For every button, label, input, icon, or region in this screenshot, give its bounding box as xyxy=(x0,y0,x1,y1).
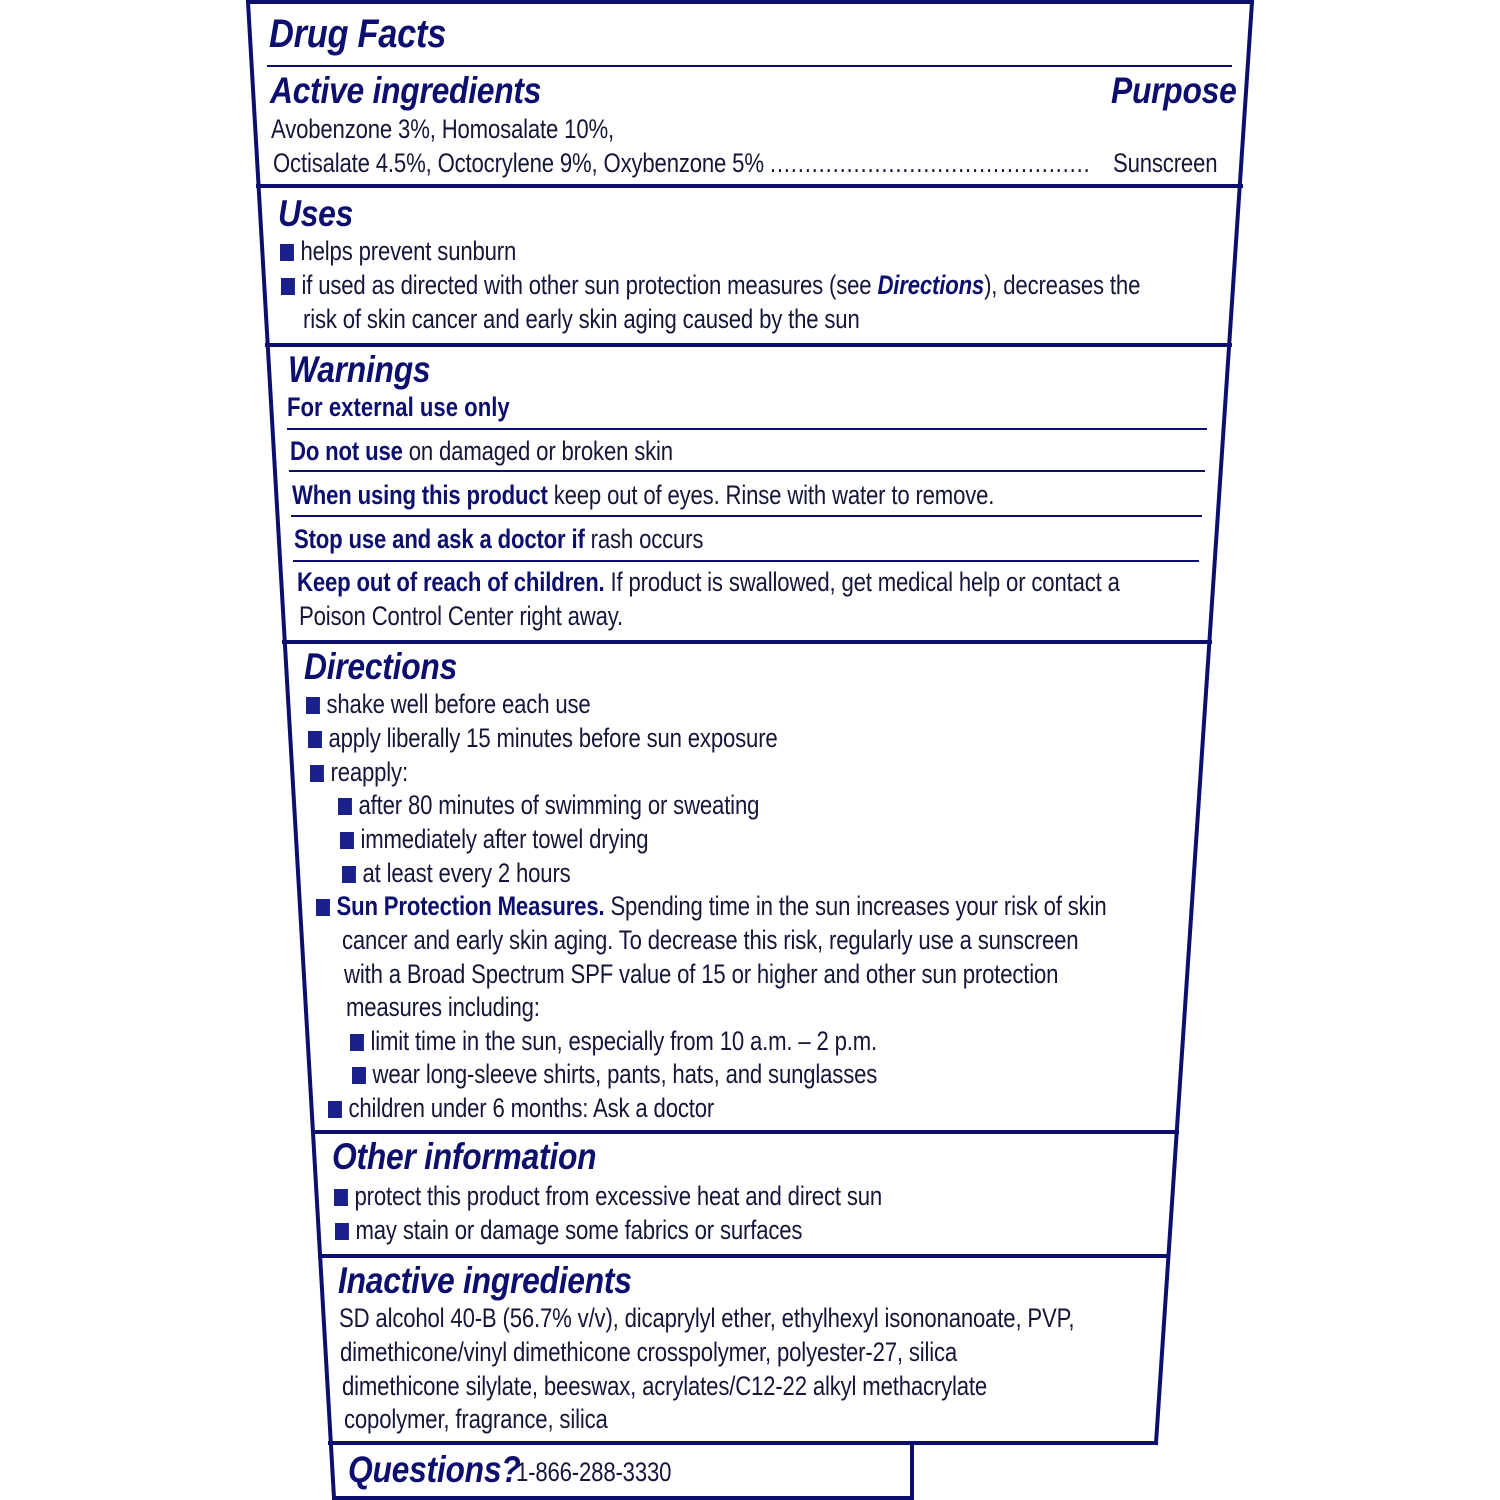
external-use-only: For external use only xyxy=(287,392,510,422)
directions-subitem: immediately after towel drying xyxy=(340,824,648,855)
uses-item: if used as directed with other sun protection measures (see Directions), decreases the xyxy=(281,270,1140,301)
other-information-heading: Other information xyxy=(332,1136,597,1177)
purpose-heading: Purpose xyxy=(1111,70,1237,111)
bullet-square-icon xyxy=(340,832,354,849)
drug-facts-title: Drug Facts xyxy=(269,12,447,56)
inactive-ingredients-line: copolymer, fragrance, silica xyxy=(344,1404,608,1434)
spm-subitem: limit time in the sun, especially from 10 a.m. – 2 p.m. xyxy=(350,1026,877,1057)
bullet-square-icon xyxy=(306,697,320,714)
bullet-square-icon xyxy=(350,1034,364,1051)
directions-item: apply liberally 15 minutes before sun exposure xyxy=(308,723,778,754)
bullet-square-icon xyxy=(342,866,356,883)
spm-line: cancer and early skin aging. To decrease this risk, regularly use a sunscreen xyxy=(342,925,1079,955)
bullet-square-icon xyxy=(316,899,330,916)
directions-subitem: after 80 minutes of swimming or sweating xyxy=(338,790,759,821)
warning-keep-out-continuation: Poison Control Center right away. xyxy=(299,601,623,631)
directions-item: children under 6 months: Ask a doctor xyxy=(328,1093,714,1124)
inactive-ingredients-line: dimethicone silylate, beeswax, acrylates/C12-22 alkyl methacrylate xyxy=(342,1371,988,1401)
warning-keep-out: Keep out of reach of children. If product is swallowed, get medical help or contact a xyxy=(297,567,1120,597)
bullet-square-icon xyxy=(334,1189,348,1206)
warnings-heading: Warnings xyxy=(288,349,431,390)
warning-stop-use: Stop use and ask a doctor if rash occurs xyxy=(294,524,704,554)
inactive-ingredients-heading: Inactive ingredients xyxy=(338,1260,632,1301)
directions-item: reapply: xyxy=(310,757,408,788)
inactive-ingredients-line: dimethicone/vinyl dimethicone crosspolymer, polyester-27, silica xyxy=(340,1337,958,1367)
other-information-item: may stain or damage some fabrics or surfaces xyxy=(335,1215,802,1246)
questions-phone[interactable]: 1-866-288-3330 xyxy=(516,1457,672,1487)
uses-item-continuation: risk of skin cancer and early skin aging caused by the sun xyxy=(303,304,860,334)
spm-line: with a Broad Spectrum SPF value of 15 or higher and other sun protection xyxy=(344,959,1059,989)
other-information-item: protect this product from excessive heat and direct sun xyxy=(334,1181,882,1212)
directions-subitem: at least every 2 hours xyxy=(342,858,571,889)
bullet-square-icon xyxy=(310,765,324,782)
warning-when-using: When using this product keep out of eyes. Rinse with water to remove. xyxy=(292,480,995,510)
active-ingredients-list: Octisalate 4.5%, Octocrylene 9%, Oxybenzone 5% xyxy=(273,148,764,178)
bullet-square-icon xyxy=(328,1101,342,1118)
spm-subitem: wear long-sleeve shirts, pants, hats, and sunglasses xyxy=(352,1059,877,1090)
bullet-square-icon xyxy=(281,278,295,295)
inactive-ingredients-line: SD alcohol 40-B (56.7% v/v), dicaprylyl ether, ethylhexyl isononanoate, PVP, xyxy=(339,1303,1075,1333)
bullet-square-icon xyxy=(308,731,322,748)
directions-reference: Directions xyxy=(877,270,985,300)
sun-protection-measures: Sun Protection Measures. Spending time in the sun increases your risk of skin xyxy=(316,891,1106,922)
bullet-square-icon xyxy=(280,244,294,261)
spm-line: measures including: xyxy=(346,992,540,1022)
active-ingredients-line-1: Avobenzone 3%, Homosalate 10%, xyxy=(271,114,614,144)
active-ingredients-heading: Active ingredients xyxy=(270,70,542,111)
bullet-square-icon xyxy=(338,798,352,815)
leader-dots: .............................................. xyxy=(769,148,1091,178)
directions-heading: Directions xyxy=(304,646,458,687)
frame-right-border xyxy=(1156,2,1252,1443)
questions-heading: Questions? xyxy=(348,1449,521,1490)
directions-item: shake well before each use xyxy=(306,689,591,720)
warning-do-not-use: Do not use on damaged or broken skin xyxy=(290,436,673,466)
purpose-value: Sunscreen xyxy=(1113,148,1218,178)
bullet-square-icon xyxy=(335,1223,349,1240)
active-ingredients-line-2 xyxy=(273,148,1091,179)
bullet-square-icon xyxy=(352,1067,366,1084)
uses-item: helps prevent sunburn xyxy=(280,236,516,267)
uses-heading: Uses xyxy=(278,193,354,234)
